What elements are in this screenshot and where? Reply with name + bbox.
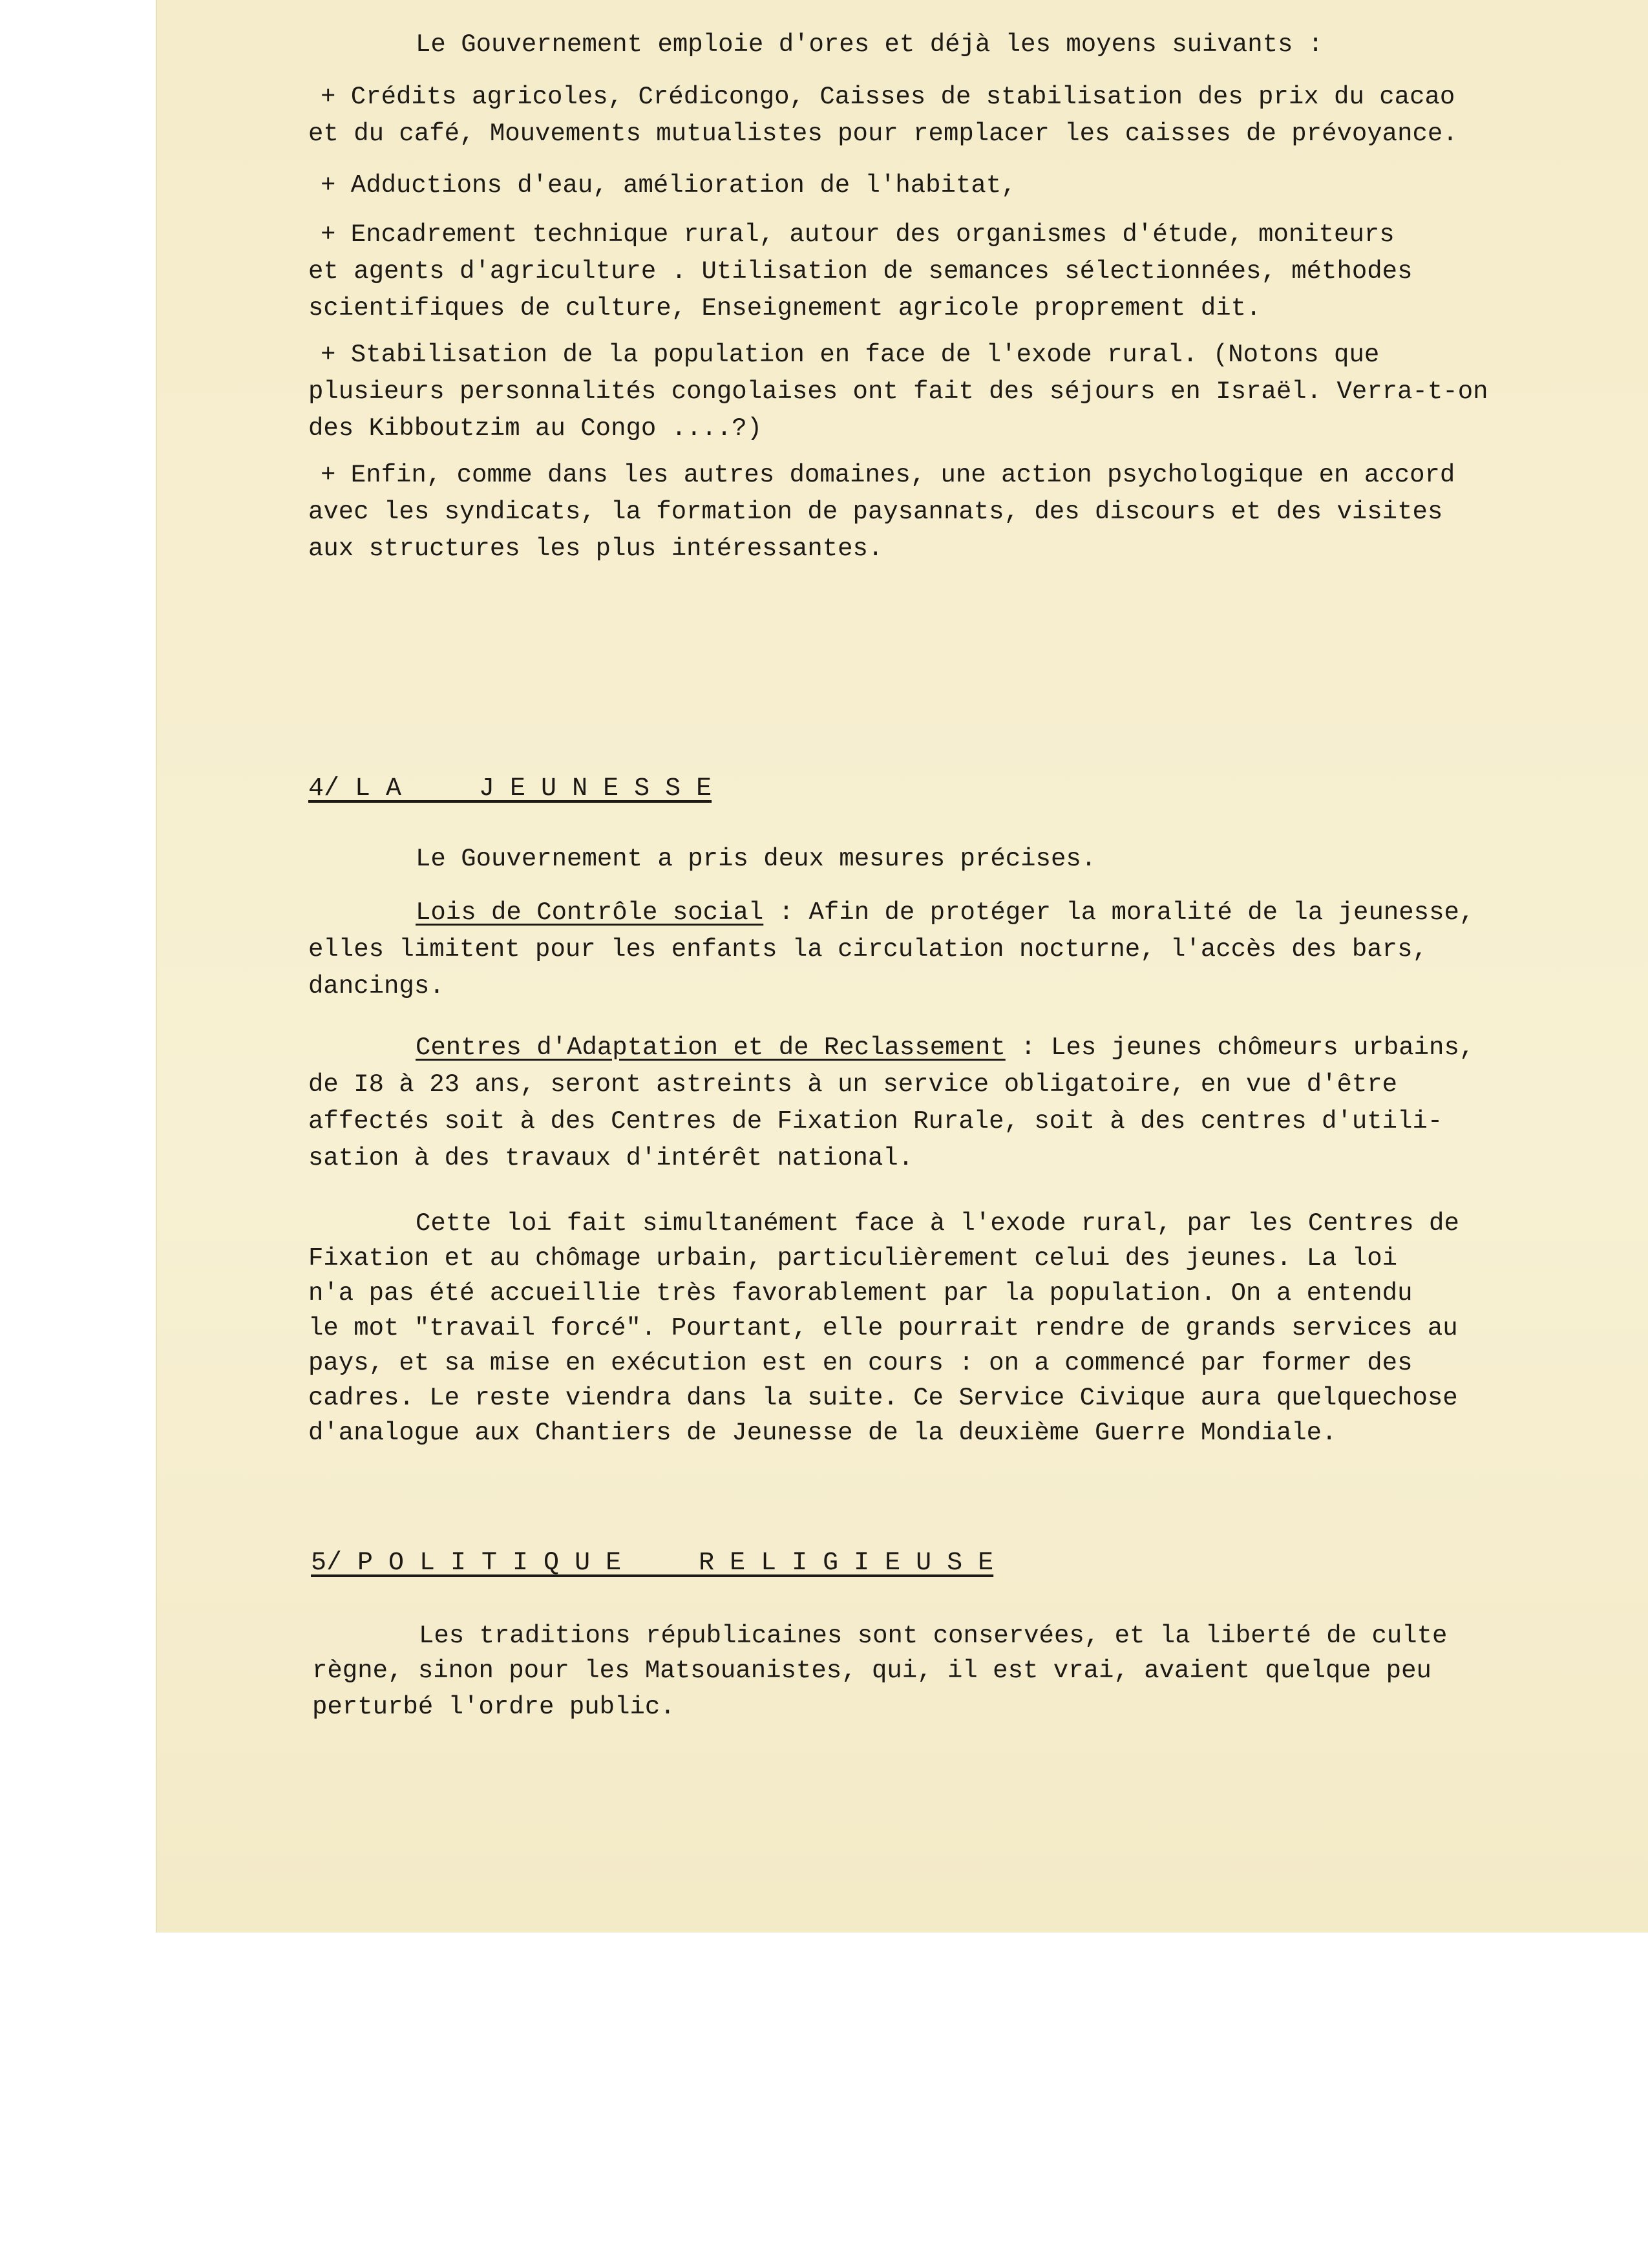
lois-line-2: elles limitent pour les enfants la circulation nocturne, l'accès des bars, [308,935,1428,964]
bullet-encadrement-line-1: + Encadrement technique rural, autour des organismes d'étude, moniteurs [321,220,1395,249]
section-4-intro: Le Gouvernement a pris deux mesures précises. [416,845,1097,873]
centres-line-3: affectés soit à des Centres de Fixation Rurale, soit à des centres d'utili- [308,1107,1443,1136]
bullet-stabilisation-line-2: plusieurs personnalités congolaises ont fait des séjours en Israël. Verra-t-on [308,377,1488,406]
centres-line-1 [416,1029,1474,1066]
lois-line-1-rest: : Afin de protéger la moralité de la jeunesse, [763,898,1475,927]
loi-paragraph-line-5: pays, et sa mise en exécution est en cours : on a commencé par former des [308,1349,1413,1377]
bullet-enfin-line-1: + Enfin, comme dans les autres domaines, une action psychologique en accord [321,461,1455,489]
intro-line: Le Gouvernement emploie d'ores et déjà les moyens suivants : [416,30,1324,59]
loi-paragraph-line-4: le mot "travail forcé". Pourtant, elle pourrait rendre de grands services au [308,1314,1458,1342]
lois-line-3: dancings. [308,972,445,1001]
section-5-line-3: perturbé l'ordre public. [312,1693,675,1721]
bullet-adductions-line-1: + Adductions d'eau, amélioration de l'habitat, [321,171,1017,200]
loi-paragraph-line-7: d'analogue aux Chantiers de Jeunesse de la deuxième Guerre Mondiale. [308,1419,1337,1447]
bullet-stabilisation-line-3: des Kibboutzim au Congo ....?) [308,414,763,443]
bullet-encadrement-line-2: et agents d'agriculture . Utilisation de semances sélectionnées, méthodes [308,257,1413,286]
bullet-credits-line-1: + Crédits agricoles, Crédicongo, Caisses de stabilisation des prix du cacao [321,83,1455,111]
centres-line-4: sation à des travaux d'intérêt national. [308,1144,914,1172]
section-4-heading: 4/ L A J E U N E S S E [308,774,712,803]
bullet-enfin-line-2: avec les syndicats, la formation de paysannats, des discours et des visites [308,498,1443,526]
centres-line-1-rest: : Les jeunes chômeurs urbains, [1005,1033,1475,1062]
centres-term: Centres d'Adaptation et de Reclassement [416,1033,1006,1062]
loi-paragraph-line-6: cadres. Le reste viendra dans la suite. Ce Service Civique aura quelquechose [308,1384,1458,1412]
loi-paragraph-line-2: Fixation et au chômage urbain, particulièrement celui des jeunes. La loi [308,1244,1398,1273]
section-5-line-2: règne, sinon pour les Matsouanistes, qui, il est vrai, avaient quelque peu [312,1657,1431,1685]
lois-line-1 [416,894,1474,931]
section-5-line-1: Les traditions républicaines sont conservées, et la liberté de culte [419,1622,1448,1650]
bullet-enfin-line-3: aux structures les plus intéressantes. [308,535,883,563]
bullet-credits-line-2: et du café, Mouvements mutualistes pour remplacer les caisses de prévoyance. [308,120,1458,148]
bullet-stabilisation-line-1: + Stabilisation de la population en face de l'exode rural. (Notons que [321,341,1380,369]
bullet-encadrement-line-3: scientifiques de culture, Enseignement agricole proprement dit. [308,294,1262,323]
centres-line-2: de I8 à 23 ans, seront astreints à un service obligatoire, en vue d'être [308,1070,1398,1099]
loi-paragraph-line-3: n'a pas été accueillie très favorablement par la population. On a entendu [308,1279,1413,1308]
section-5-heading: 5/ P O L I T I Q U E R E L I G I E U S E [311,1549,994,1578]
loi-paragraph-line-1: Cette loi fait simultanément face à l'exode rural, par les Centres de [416,1209,1459,1238]
typed-page [157,0,1648,1933]
lois-term: Lois de Contrôle social [416,898,764,927]
